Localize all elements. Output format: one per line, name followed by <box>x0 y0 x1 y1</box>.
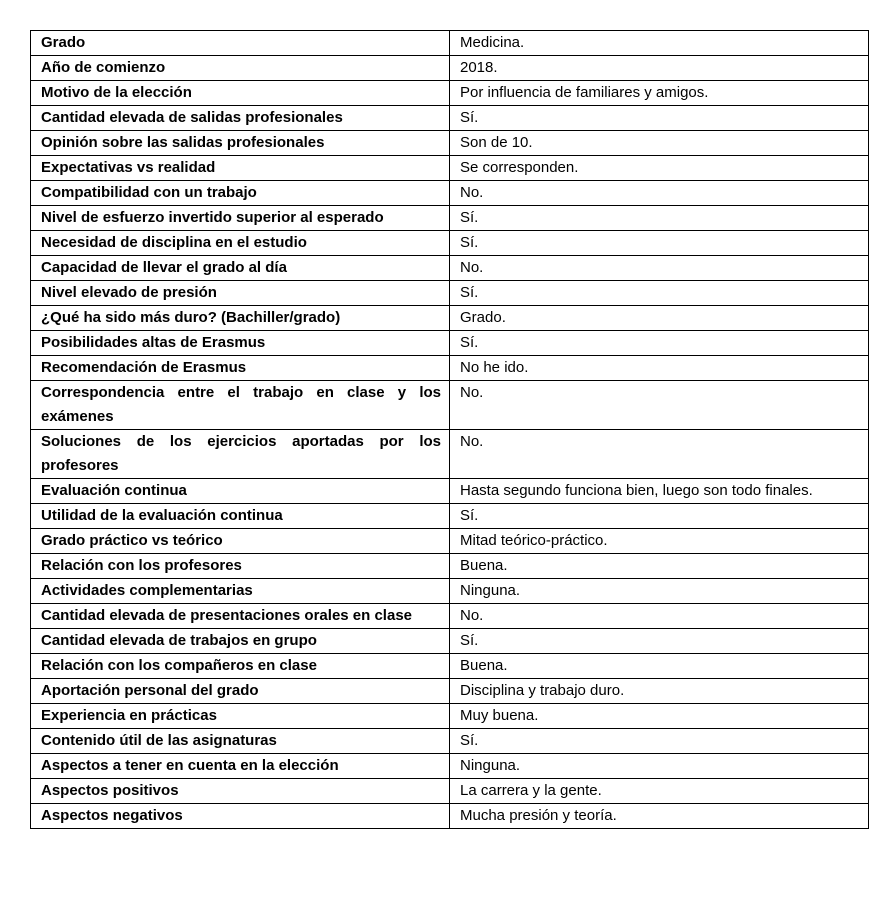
answer-cell: Por influencia de familiares y amigos. <box>450 81 869 106</box>
answer-cell: Sí. <box>450 331 869 356</box>
question-cell: Grado <box>31 31 450 56</box>
answer-cell: No he ido. <box>450 356 869 381</box>
question-cell: Opinión sobre las salidas profesionales <box>31 131 450 156</box>
table-row <box>31 156 869 181</box>
question-cell: Soluciones de los ejercicios aportadas por los profesores <box>31 430 450 479</box>
answer-cell: Se corresponden. <box>450 156 869 181</box>
table-row <box>31 131 869 156</box>
table-row <box>31 106 869 131</box>
answer-cell: No. <box>450 256 869 281</box>
table-row <box>31 629 869 654</box>
question-cell: Experiencia en prácticas <box>31 704 450 729</box>
question-cell: Relación con los profesores <box>31 554 450 579</box>
question-cell: Cantidad elevada de trabajos en grupo <box>31 629 450 654</box>
question-cell: Necesidad de disciplina en el estudio <box>31 231 450 256</box>
answer-cell: Mitad teórico-práctico. <box>450 529 869 554</box>
table-row <box>31 479 869 504</box>
answer-cell: Sí. <box>450 504 869 529</box>
question-cell: Aspectos positivos <box>31 779 450 804</box>
table-row <box>31 504 869 529</box>
question-cell: Expectativas vs realidad <box>31 156 450 181</box>
question-cell: Utilidad de la evaluación continua <box>31 504 450 529</box>
answer-cell: Sí. <box>450 629 869 654</box>
question-cell: Cantidad elevada de presentaciones orales en clase <box>31 604 450 629</box>
table-row <box>31 81 869 106</box>
table-row <box>31 679 869 704</box>
table-row <box>31 704 869 729</box>
table-row <box>31 529 869 554</box>
question-cell: Posibilidades altas de Erasmus <box>31 331 450 356</box>
table-row <box>31 654 869 679</box>
table-row <box>31 779 869 804</box>
table-row <box>31 381 869 430</box>
answer-cell: Sí. <box>450 281 869 306</box>
answer-cell: No. <box>450 181 869 206</box>
question-cell: Motivo de la elección <box>31 81 450 106</box>
answer-cell: Disciplina y trabajo duro. <box>450 679 869 704</box>
question-cell: Grado práctico vs teórico <box>31 529 450 554</box>
question-cell: Recomendación de Erasmus <box>31 356 450 381</box>
answer-cell: Grado. <box>450 306 869 331</box>
table-row <box>31 604 869 629</box>
table-row <box>31 256 869 281</box>
answer-cell: No. <box>450 604 869 629</box>
question-cell: Año de comienzo <box>31 56 450 81</box>
table-row <box>31 729 869 754</box>
question-cell: Aportación personal del grado <box>31 679 450 704</box>
table-row <box>31 579 869 604</box>
answer-cell: Ninguna. <box>450 754 869 779</box>
question-cell: Capacidad de llevar el grado al día <box>31 256 450 281</box>
answer-cell: No. <box>450 381 869 430</box>
answer-cell: Buena. <box>450 554 869 579</box>
answer-cell: Mucha presión y teoría. <box>450 804 869 829</box>
answer-cell: Hasta segundo funciona bien, luego son todo finales. <box>450 479 869 504</box>
answer-cell: Ninguna. <box>450 579 869 604</box>
question-cell: ¿Qué ha sido más duro? (Bachiller/grado) <box>31 306 450 331</box>
answer-cell: Sí. <box>450 206 869 231</box>
table-row <box>31 804 869 829</box>
answer-cell: Sí. <box>450 106 869 131</box>
table-row <box>31 754 869 779</box>
table-row <box>31 206 869 231</box>
question-cell: Aspectos a tener en cuenta en la elección <box>31 754 450 779</box>
question-cell: Compatibilidad con un trabajo <box>31 181 450 206</box>
question-cell: Correspondencia entre el trabajo en clase y los exámenes <box>31 381 450 430</box>
answer-cell: Sí. <box>450 231 869 256</box>
table-row <box>31 430 869 479</box>
table-row <box>31 331 869 356</box>
question-cell: Nivel de esfuerzo invertido superior al esperado <box>31 206 450 231</box>
answer-cell: Medicina. <box>450 31 869 56</box>
table-row <box>31 306 869 331</box>
answer-cell: La carrera y la gente. <box>450 779 869 804</box>
answer-cell: Son de 10. <box>450 131 869 156</box>
table-row <box>31 181 869 206</box>
table-row <box>31 56 869 81</box>
question-cell: Cantidad elevada de salidas profesionales <box>31 106 450 131</box>
table-row <box>31 31 869 56</box>
answer-cell: Muy buena. <box>450 704 869 729</box>
survey-table <box>30 30 869 829</box>
question-cell: Evaluación continua <box>31 479 450 504</box>
question-cell: Aspectos negativos <box>31 804 450 829</box>
question-cell: Nivel elevado de presión <box>31 281 450 306</box>
table-row <box>31 281 869 306</box>
table-row <box>31 356 869 381</box>
question-cell: Actividades complementarias <box>31 579 450 604</box>
answer-cell: Sí. <box>450 729 869 754</box>
survey-table-body <box>31 31 869 829</box>
question-cell: Contenido útil de las asignaturas <box>31 729 450 754</box>
answer-cell: 2018. <box>450 56 869 81</box>
question-cell: Relación con los compañeros en clase <box>31 654 450 679</box>
answer-cell: No. <box>450 430 869 479</box>
table-row <box>31 231 869 256</box>
table-row <box>31 554 869 579</box>
answer-cell: Buena. <box>450 654 869 679</box>
